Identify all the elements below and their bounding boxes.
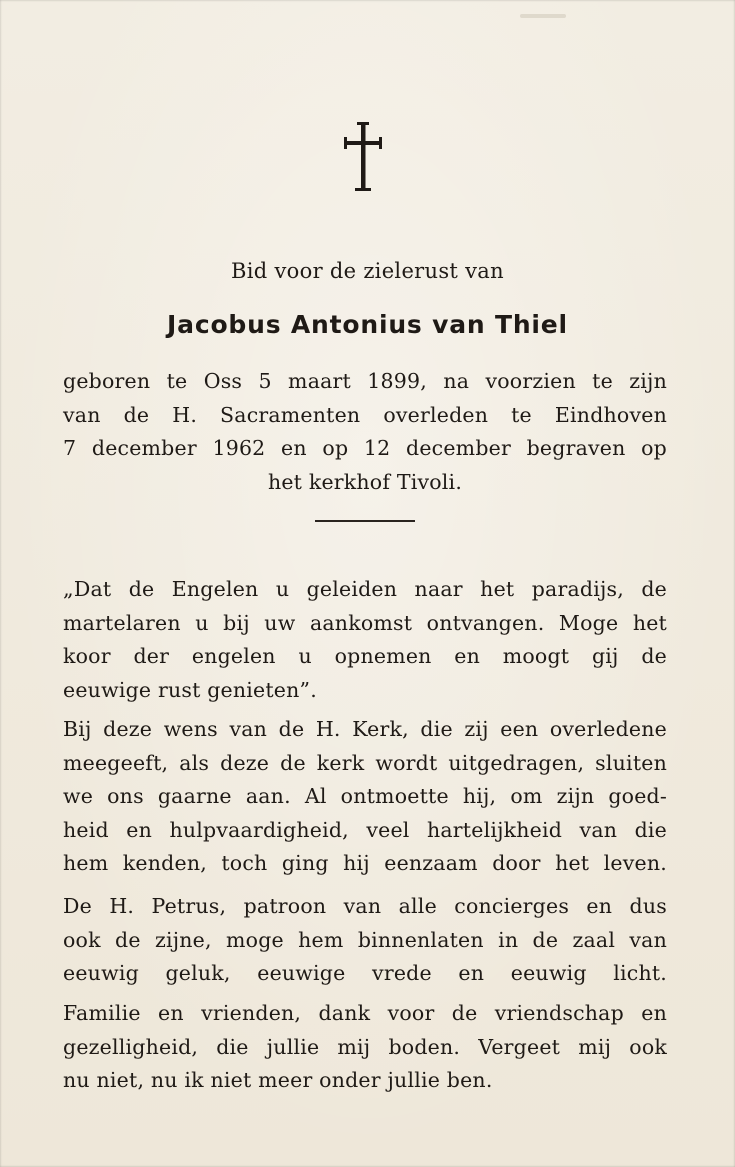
bio-line: het kerkhof Tivoli. bbox=[267, 469, 463, 494]
cross-icon bbox=[343, 122, 383, 194]
divider bbox=[315, 520, 415, 522]
petrus-paragraph bbox=[63, 890, 667, 991]
family-line: nu niet, nu ik niet meer onder jullie ben. bbox=[63, 1068, 493, 1092]
petrus-line: De H. Petrus, patroon van alle concierges en dus bbox=[63, 894, 667, 918]
intro-line: Bid voor de zielerust van bbox=[231, 259, 504, 283]
prayer-line: eeuwige rust genieten”. bbox=[63, 677, 317, 702]
wish-line: we ons gaarne aan. Al ontmoette hij, om zijn goed- bbox=[63, 784, 667, 808]
prayer-line: „Dat de Engelen u geleiden naar het paradijs, de bbox=[63, 577, 667, 601]
prayer-paragraph bbox=[63, 573, 667, 707]
prayer-line: koor der engelen u opnemen en moogt gij de bbox=[63, 644, 667, 668]
petrus-line: ook de zijne, moge hem binnenlaten in de zaal van bbox=[63, 927, 667, 952]
bio-line: van de H. Sacramenten overleden te Eindhoven bbox=[63, 402, 667, 427]
bio-line: 7 december 1962 en op 12 december begraven op bbox=[63, 436, 667, 460]
petrus-line: eeuwig geluk, eeuwige vrede en eeuwig licht. bbox=[63, 961, 667, 985]
wish-line: Bij deze wens van de H. Kerk, die zij een overledene bbox=[63, 717, 667, 741]
wish-line: heid en hulpvaardigheid, veel hartelijkheid van die bbox=[63, 817, 667, 842]
bio-paragraph bbox=[63, 365, 667, 499]
deceased-name: Jacobus Antonius van Thiel bbox=[167, 310, 568, 339]
wish-line: hem kenden, toch ging hij eenzaam door het leven. bbox=[63, 851, 667, 875]
paper-mark bbox=[520, 14, 566, 18]
wish-paragraph bbox=[63, 713, 667, 881]
family-line: Familie en vrienden, dank voor de vriendschap en bbox=[63, 1001, 667, 1025]
wish-line: meegeeft, als deze de kerk wordt uitgedragen, sluiten bbox=[63, 750, 667, 775]
family-line: gezelligheid, die jullie mij boden. Vergeet mij ook bbox=[63, 1034, 667, 1059]
bio-line: geboren te Oss 5 maart 1899, na voorzien te zijn bbox=[63, 369, 667, 393]
prayer-line: martelaren u bij uw aankomst ontvangen. Moge het bbox=[63, 610, 667, 635]
family-paragraph bbox=[63, 997, 667, 1098]
